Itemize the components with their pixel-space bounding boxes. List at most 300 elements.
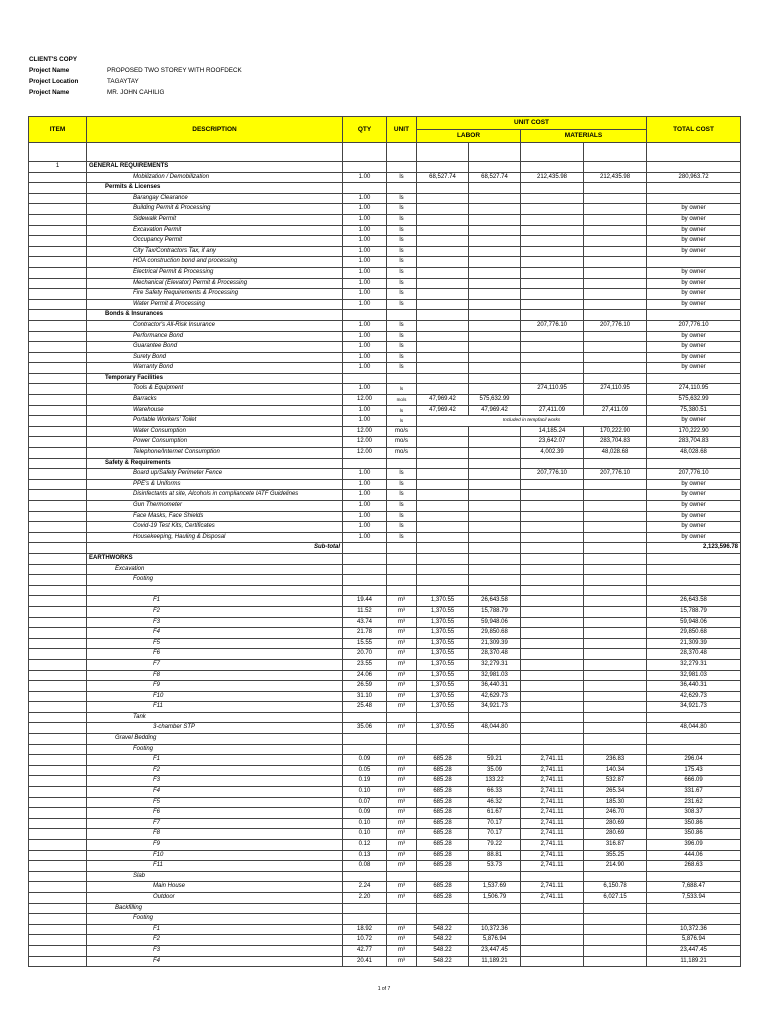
table-row [29,490,741,501]
labor-unit-cell: 685.28 [417,776,469,787]
labor-unit-cell: 685.28 [417,829,469,840]
materials-amount-cell [584,649,647,660]
table-row [29,702,741,713]
table-row [29,829,741,840]
unit-cell: ls [387,363,417,374]
item-cell: 1 [29,162,87,173]
table-row [29,945,741,956]
note-cell: Included in tempfacil works [417,416,647,427]
table-row [29,395,741,406]
unit-cell: ls [387,532,417,543]
table-row [29,236,741,247]
qty-cell: 19.44 [343,596,387,607]
unit-cell [387,373,417,384]
labor-unit-cell: 47,969.42 [417,405,469,416]
materials-amount-cell [584,681,647,692]
total-cost-cell: 59,948.06 [647,617,741,628]
total-cost-cell: 48,028.68 [647,448,741,459]
description-cell: Gravel Bedding [87,734,343,745]
total-cost-cell: 15,788.79 [647,606,741,617]
materials-unit-cell: 2,741.11 [521,755,584,766]
subtotal-value: 2,123,596.78 [647,543,741,554]
labor-amount-cell: 26,643.58 [469,596,521,607]
materials-amount-cell [584,903,647,914]
materials-amount-cell [584,257,647,268]
materials-unit-cell [521,522,584,533]
qty-cell [343,712,387,723]
total-cost-cell: by owner [647,479,741,490]
total-cost-cell: 7,688.47 [647,882,741,893]
materials-amount-cell [584,744,647,755]
labor-unit-cell [417,384,469,395]
total-cost-cell: 48,044.80 [647,723,741,734]
labor-amount-cell [469,448,521,459]
qty-cell: 35.06 [343,723,387,734]
unit-cell: m³ [387,670,417,681]
total-cost-cell [647,585,741,596]
qty-cell: 10.72 [343,935,387,946]
item-cell [29,649,87,660]
materials-unit-cell [521,596,584,607]
unit-cell [387,585,417,596]
materials-amount-cell [584,395,647,406]
table-row [29,501,741,512]
table-row [29,363,741,374]
materials-unit-cell [521,299,584,310]
labor-amount-cell: 32,279.31 [469,659,521,670]
materials-amount-cell: 212,435.98 [584,172,647,183]
description-cell: F8 [87,829,343,840]
description-cell: F9 [87,840,343,851]
total-cost-cell: by owner [647,267,741,278]
unit-cell: ls [387,511,417,522]
qty-cell: 20.41 [343,956,387,967]
total-cost-cell: 21,309.39 [647,638,741,649]
description-cell: F4 [87,787,343,798]
item-cell [29,744,87,755]
labor-amount-cell: 32,981.03 [469,670,521,681]
table-row [29,585,741,596]
materials-amount-cell [584,246,647,257]
materials-unit-cell [521,659,584,670]
qty-cell: 1.00 [343,204,387,215]
labor-amount-cell: 48,044.80 [469,723,521,734]
materials-amount-cell [584,289,647,300]
item-cell [29,945,87,956]
total-cost-cell [647,310,741,321]
qty-cell: 21.78 [343,628,387,639]
labor-unit-cell [417,257,469,268]
materials-amount-cell [584,363,647,374]
materials-amount-cell [584,723,647,734]
table-row [29,183,741,194]
materials-amount-cell [584,543,647,554]
materials-amount-cell: 355.25 [584,850,647,861]
labor-unit-cell [417,162,469,173]
unit-cell [387,543,417,554]
item-cell [29,479,87,490]
labor-amount-cell: 10,372.36 [469,924,521,935]
table-row [29,681,741,692]
item-cell [29,892,87,903]
item-cell [29,373,87,384]
materials-amount-cell [584,670,647,681]
materials-amount-cell [584,712,647,723]
description-cell: F1 [87,755,343,766]
qty-cell: 1.00 [343,501,387,512]
description-cell: Face Masks, Face Shields [87,511,343,522]
labor-amount-cell [469,384,521,395]
labor-unit-cell [417,437,469,448]
project-name-value: PROPOSED TWO STOREY WITH ROOFDECK [107,67,242,74]
materials-unit-cell: 23,642.07 [521,437,584,448]
materials-unit-cell: 27,411.09 [521,405,584,416]
total-cost-cell: by owner [647,236,741,247]
total-cost-cell: 23,447.45 [647,945,741,956]
qty-cell: 11.52 [343,606,387,617]
labor-unit-cell: 1,370.55 [417,691,469,702]
item-cell [29,914,87,925]
item-cell [29,172,87,183]
total-cost-cell [647,458,741,469]
table-row [29,861,741,872]
qty-cell: 0.05 [343,765,387,776]
item-cell [29,416,87,427]
item-cell [29,861,87,872]
table-row [29,246,741,257]
unit-cell: m³ [387,606,417,617]
qty-cell: 1.00 [343,490,387,501]
labor-unit-cell: 685.28 [417,882,469,893]
materials-unit-cell [521,225,584,236]
materials-unit-cell [521,204,584,215]
labor-amount-cell: 61.67 [469,808,521,819]
labor-amount-cell [469,734,521,745]
labor-unit-cell [417,225,469,236]
qty-cell [343,914,387,925]
qty-cell: 1.00 [343,352,387,363]
qty-cell: 0.19 [343,776,387,787]
labor-unit-cell [417,871,469,882]
col-description: DESCRIPTION [87,117,343,143]
qty-cell [343,458,387,469]
qty-cell [343,310,387,321]
labor-amount-cell [469,553,521,564]
description-cell: Fire Safety Requirements & Processing [87,289,343,300]
materials-amount-cell [584,596,647,607]
labor-amount-cell [469,352,521,363]
description-cell: HOA construction bond and processing [87,257,343,268]
description-cell: Footing [87,575,343,586]
total-cost-cell [647,575,741,586]
description-cell: F11 [87,702,343,713]
item-cell [29,681,87,692]
description-cell: Board up/Safety Perimeter Fence [87,469,343,480]
materials-unit-cell [521,246,584,257]
total-cost-cell: 11,189.21 [647,956,741,967]
total-cost-cell [647,373,741,384]
materials-amount-cell [584,490,647,501]
item-cell [29,501,87,512]
materials-amount-cell [584,914,647,925]
total-cost-cell: by owner [647,532,741,543]
item-cell [29,405,87,416]
labor-amount-cell: 70.17 [469,818,521,829]
materials-unit-cell [521,289,584,300]
materials-unit-cell [521,914,584,925]
labor-unit-cell: 1,370.55 [417,596,469,607]
labor-amount-cell [469,575,521,586]
labor-unit-cell: 685.28 [417,808,469,819]
unit-cell: mo/s [387,448,417,459]
materials-unit-cell [521,628,584,639]
item-cell [29,437,87,448]
description-cell [87,585,343,596]
unit-cell: m³ [387,892,417,903]
materials-amount-cell [584,575,647,586]
item-cell [29,596,87,607]
description-cell: F2 [87,606,343,617]
materials-amount-cell [584,945,647,956]
description-cell: Tank [87,712,343,723]
materials-amount-cell [584,532,647,543]
labor-unit-cell [417,543,469,554]
unit-cell: m³ [387,596,417,607]
qty-cell: 1.00 [343,299,387,310]
qty-cell [343,543,387,554]
table-row [29,522,741,533]
total-cost-cell [647,162,741,173]
item-cell [29,575,87,586]
labor-amount-cell: 29,850.68 [469,628,521,639]
materials-unit-cell: 14,185.24 [521,426,584,437]
materials-unit-cell: 4,002.39 [521,448,584,459]
unit-cell: ls [387,246,417,257]
description-cell: Disinfectants at site, Alcohols in compliancete IATF Guidelines [87,490,343,501]
materials-amount-cell [584,299,647,310]
table-row [29,162,741,173]
materials-amount-cell: 6,027.15 [584,892,647,903]
materials-amount-cell [584,564,647,575]
materials-unit-cell [521,723,584,734]
unit-cell: ls [387,257,417,268]
total-cost-cell: 75,380.51 [647,405,741,416]
materials-unit-cell [521,903,584,914]
materials-amount-cell: 283,704.83 [584,437,647,448]
table-row [29,204,741,215]
unit-cell: ls [387,490,417,501]
total-cost-cell: 280,963.72 [647,172,741,183]
owner-name-row [29,87,242,98]
item-cell [29,511,87,522]
materials-unit-cell: 2,741.11 [521,850,584,861]
description-cell: Temporary Facilities [87,373,343,384]
table-row [29,267,741,278]
unit-cell: m³ [387,850,417,861]
item-cell [29,299,87,310]
description-cell: Main House [87,882,343,893]
total-cost-cell: 175.43 [647,765,741,776]
item-cell [29,617,87,628]
materials-unit-cell [521,257,584,268]
unit-cell: ls [387,352,417,363]
materials-amount-cell [584,331,647,342]
qty-cell: 2.24 [343,882,387,893]
item-cell [29,776,87,787]
table-row [29,172,741,183]
labor-amount-cell: 66.33 [469,787,521,798]
labor-unit-cell: 548.22 [417,924,469,935]
materials-unit-cell: 2,741.11 [521,776,584,787]
materials-unit-cell [521,532,584,543]
unit-cell [387,183,417,194]
item-cell [29,267,87,278]
description-cell: Warehouse [87,405,343,416]
description-cell: Contractor's All-Risk Insurance [87,320,343,331]
table-row [29,469,741,480]
item-cell [29,426,87,437]
item-cell [29,522,87,533]
total-cost-cell: 231.62 [647,797,741,808]
description-cell: Power Consumption [87,437,343,448]
project-name-label: Project Name [29,67,70,74]
table-row [29,458,741,469]
unit-cell: m³ [387,649,417,660]
labor-amount-cell [469,490,521,501]
materials-unit-cell [521,511,584,522]
labor-unit-cell: 1,370.55 [417,638,469,649]
labor-unit-cell: 1,370.55 [417,606,469,617]
unit-cell [387,744,417,755]
item-cell [29,840,87,851]
table-row [29,649,741,660]
materials-unit-cell: 2,741.11 [521,829,584,840]
description-cell: City Tax/Contractors Tax, if any [87,246,343,257]
labor-unit-cell [417,575,469,586]
qty-cell [343,734,387,745]
materials-unit-cell [521,214,584,225]
total-cost-cell: 575,632.99 [647,395,741,406]
materials-amount-cell [584,871,647,882]
table-row [29,892,741,903]
item-cell [29,331,87,342]
total-cost-cell: by owner [647,363,741,374]
table-row [29,320,741,331]
item-cell [29,691,87,702]
materials-amount-cell [584,267,647,278]
labor-unit-cell [417,320,469,331]
labor-unit-cell: 685.28 [417,892,469,903]
qty-cell: 1.00 [343,384,387,395]
unit-cell: ls [387,236,417,247]
project-name-row [29,65,242,76]
materials-unit-cell: 207,776.10 [521,320,584,331]
unit-cell [387,310,417,321]
unit-cell: ls [387,299,417,310]
item-cell [29,342,87,353]
materials-amount-cell: 316.87 [584,840,647,851]
item-cell [29,585,87,596]
qty-cell: 1.00 [343,172,387,183]
labor-amount-cell: 47,969.42 [469,405,521,416]
labor-amount-cell [469,532,521,543]
table-row [29,776,741,787]
labor-unit-cell [417,289,469,300]
qty-cell: 1.00 [343,511,387,522]
table-row [29,384,741,395]
description-cell: Warranty Bond [87,363,343,374]
total-cost-cell: by owner [647,331,741,342]
owner-name-value: MR. JOHN CAHILIG [107,89,165,96]
labor-amount-cell: 70.17 [469,829,521,840]
materials-unit-cell [521,553,584,564]
labor-unit-cell [417,585,469,596]
labor-unit-cell [417,373,469,384]
labor-amount-cell [469,363,521,374]
total-cost-cell [647,903,741,914]
unit-cell: ls [387,278,417,289]
description-cell: F11 [87,861,343,872]
materials-amount-cell: 170,222.90 [584,426,647,437]
unit-cell: m³ [387,776,417,787]
table-body [29,143,741,967]
table-row [29,670,741,681]
owner-name-label: Project Name [29,89,70,96]
qty-cell: 1.00 [343,342,387,353]
qty-cell [343,373,387,384]
unit-cell: m³ [387,829,417,840]
item-cell [29,628,87,639]
labor-amount-cell: 575,632.99 [469,395,521,406]
description-cell: Housekeeping, Hauling & Disposal [87,532,343,543]
table-row [29,617,741,628]
table-row [29,638,741,649]
materials-amount-cell [584,628,647,639]
labor-unit-cell [417,903,469,914]
materials-amount-cell [584,702,647,713]
unit-cell: ls [387,193,417,204]
col-unit-cost: UNIT COST [417,117,647,130]
labor-unit-cell: 548.22 [417,945,469,956]
labor-unit-cell [417,204,469,215]
table-row [29,543,741,554]
table-row [29,564,741,575]
qty-cell: 0.13 [343,850,387,861]
labor-amount-cell [469,162,521,173]
unit-cell: m³ [387,691,417,702]
item-cell [29,882,87,893]
table-header [29,117,741,143]
labor-unit-cell [417,501,469,512]
labor-unit-cell [417,363,469,374]
description-cell: Mobilization / Demobilization [87,172,343,183]
qty-cell: 0.09 [343,755,387,766]
description-cell: F10 [87,850,343,861]
materials-amount-cell [584,935,647,946]
description-cell: F2 [87,935,343,946]
description-cell: Footing [87,744,343,755]
labor-unit-cell [417,183,469,194]
unit-cell: ls [387,416,417,427]
unit-cell [387,914,417,925]
item-cell [29,956,87,967]
total-cost-cell: by owner [647,299,741,310]
labor-unit-cell: 1,370.55 [417,681,469,692]
description-cell: GENERAL REQUIREMENTS [87,162,343,173]
labor-unit-cell [417,511,469,522]
table-row [29,712,741,723]
labor-unit-cell [417,469,469,480]
